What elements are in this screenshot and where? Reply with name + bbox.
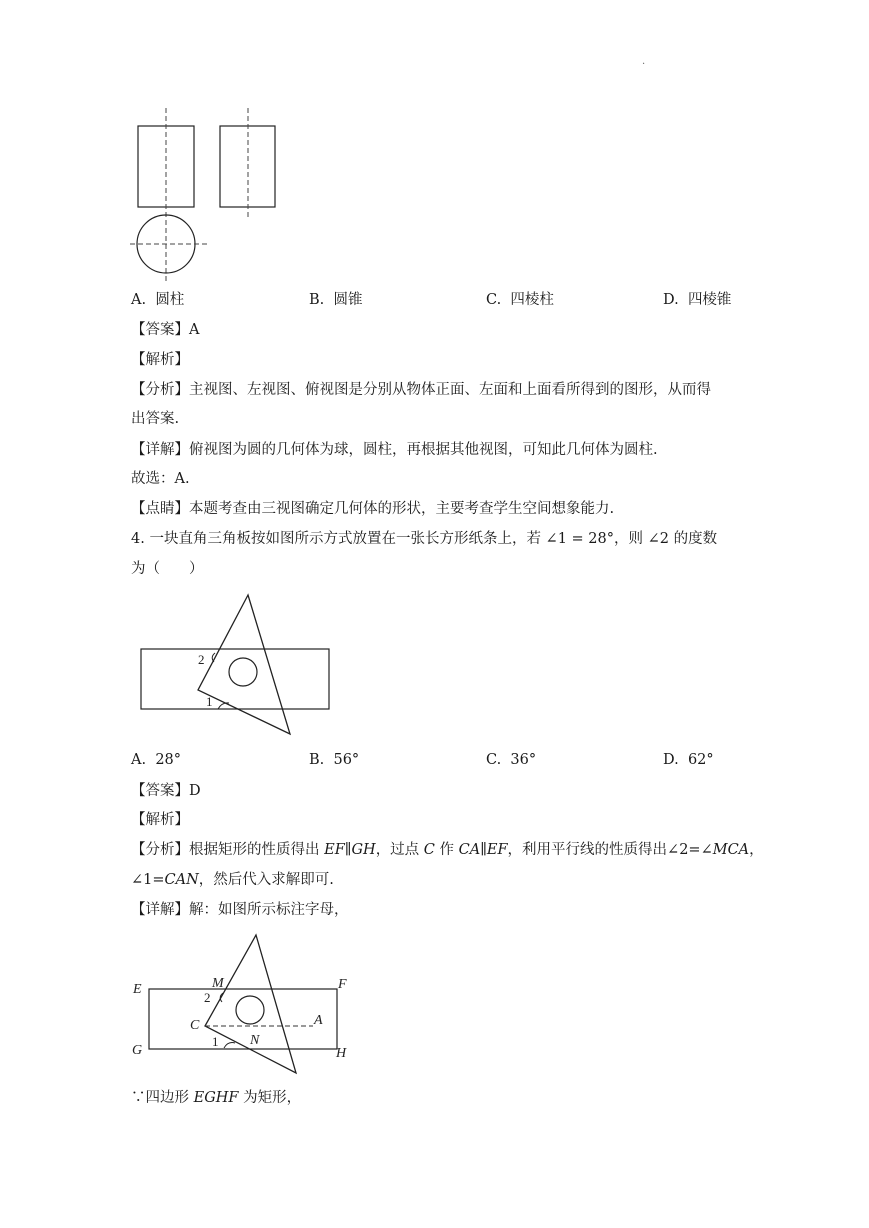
paper-strip [141, 649, 329, 709]
q4-xiangjie: 【详解】解：如图所示标注字母， [131, 902, 349, 918]
angle-2-label: 2 [204, 990, 211, 1005]
q3-answer: 【答案】A [131, 322, 200, 338]
three-view-figure [128, 106, 288, 284]
label-A: A [314, 1013, 323, 1028]
label-M: M [212, 976, 224, 991]
label-H: H [336, 1046, 347, 1061]
q4-stem-line1: 4. 一块直角三角板按如图所示方式放置在一张长方形纸条上，若 ∠1 = 28°，则 ∠2 的度数 [131, 531, 718, 547]
set-square-hole [236, 996, 264, 1024]
q4-because-line: ∵四边形 EGHF 为矩形， [131, 1090, 302, 1106]
q3-fenxi-line2: 出答案. [131, 411, 180, 427]
q3-option-b: B. 圆锥 [309, 292, 363, 308]
q3-option-c: C. 四棱柱 [486, 292, 554, 308]
q4-analysis-title: 【解析】 [131, 812, 189, 828]
q3-choose: 故选：A. [131, 471, 190, 487]
q3-fenxi-line1: 【分析】主视图、左视图、俯视图是分别从物体正面、左面和上面看所得到的图形，从而得 [131, 382, 711, 398]
label-N: N [250, 1033, 260, 1048]
set-square-hole [229, 658, 257, 686]
q4-fenxi-line1: 【分析】根据矩形的性质得出 EF∥GH，过点 C 作 CA∥EF，利用平行线的性质得出∠2=∠MCA， [131, 842, 764, 858]
q3-dianjing: 【点睛】本题考查由三视图确定几何体的形状，主要考查学生空间想象能力. [131, 501, 615, 517]
label-G: G [132, 1043, 143, 1058]
q4-figure [130, 590, 345, 740]
angle-2-label: 2 [198, 652, 205, 667]
label-F: F [338, 977, 347, 992]
q3-option-a: A. 圆柱 [131, 292, 185, 308]
q4-labelled-figure [128, 930, 360, 1080]
set-square [198, 595, 290, 734]
q4-answer: 【答案】D [131, 783, 201, 799]
q4-option-c: C. 36° [486, 752, 537, 768]
q4-stem-line2: 为（ ） [131, 561, 204, 577]
q3-option-d: D. 四棱锥 [663, 292, 732, 308]
top-mark: . [642, 56, 646, 67]
label-C: C [190, 1018, 200, 1033]
q4-option-b: B. 56° [309, 752, 360, 768]
label-E: E [133, 982, 142, 997]
angle-1-label: 1 [206, 694, 213, 709]
q3-analysis-title: 【解析】 [131, 352, 189, 368]
q4-fenxi-line2: ∠1=CAN，然后代入求解即可. [131, 872, 334, 888]
q4-option-d: D. 62° [663, 752, 714, 768]
angle-1-arc [224, 1043, 235, 1048]
q3-xiangjie: 【详解】俯视图为圆的几何体为球，圆柱，再根据其他视图，可知此几何体为圆柱. [131, 442, 658, 458]
q4-option-a: A. 28° [131, 752, 182, 768]
angle-1-label: 1 [212, 1034, 219, 1049]
set-square [205, 935, 296, 1073]
